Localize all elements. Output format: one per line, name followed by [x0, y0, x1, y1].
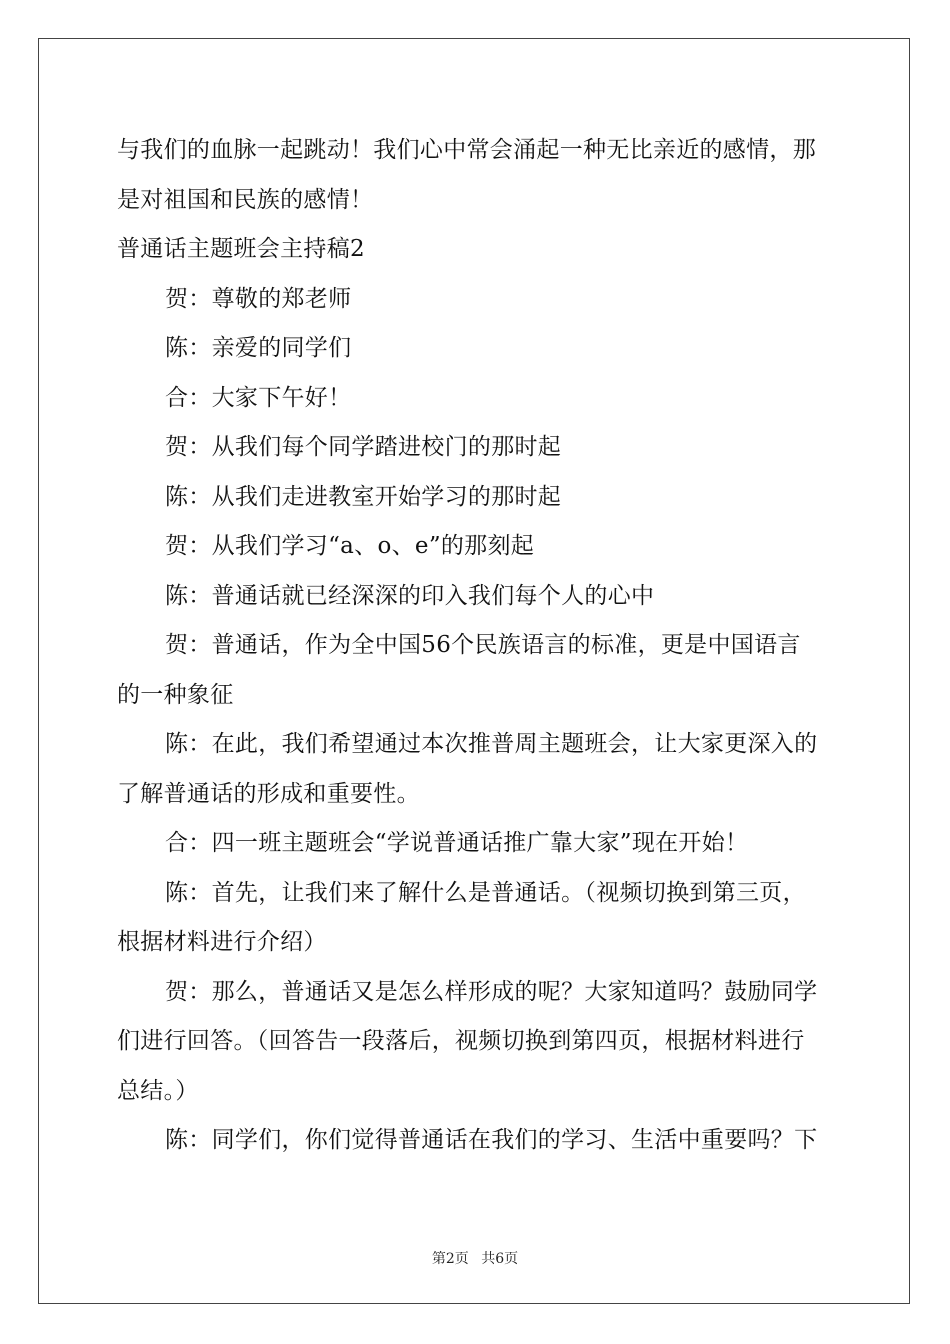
dialogue-line: 贺：从我们每个同学踏进校门的那时起 [165, 434, 562, 460]
dialogue-line: 合：大家下午好！ [165, 384, 352, 411]
dialogue-line: 贺：从我们学习“a、o、e”的那刻起 [165, 533, 535, 559]
page-total: 共6页 [481, 1251, 519, 1267]
text-line: 与我们的血脉一起跳动！我们心中常会涌起一种无比亲近的感情，那 [117, 137, 816, 163]
text-line: 们进行回答。（回答告一段落后，视频切换到第四页，根据材料进行 [117, 1028, 805, 1054]
dialogue-line: 陈：从我们走进教室开始学习的那时起 [165, 483, 562, 510]
document-body [117, 126, 835, 1166]
page-footer [0, 1248, 950, 1268]
section-heading: 普通话主题班会主持稿2 [117, 236, 365, 262]
dialogue-line: 陈：首先，让我们来了解什么是普通话。（视频切换到第三页， [165, 879, 806, 906]
text-line: 了解普通话的形成和重要性。 [117, 780, 420, 807]
text-line: 根据材料进行介绍） [117, 929, 327, 955]
dialogue-line: 陈：同学们，你们觉得普通话在我们的学习、生活中重要吗？下 [165, 1127, 818, 1153]
dialogue-line: 陈：亲爱的同学们 [165, 335, 352, 361]
dialogue-line: 合：四一班主题班会“学说普通话推广靠大家”现在开始！ [165, 830, 749, 856]
dialogue-line: 贺：那么，普通话又是怎么样形成的呢？大家知道吗？鼓励同学 [165, 978, 818, 1005]
dialogue-line: 陈：普通话就已经深深的印入我们每个人的心中 [165, 582, 655, 609]
dialogue-line: 陈：在此，我们希望通过本次推普周主题班会，让大家更深入的 [165, 731, 818, 757]
page-number: 第2页 [431, 1251, 469, 1267]
text-line: 总结。） [117, 1077, 199, 1104]
text-line: 是对祖国和民族的感情！ [117, 186, 374, 213]
dialogue-line: 贺：普通话，作为全中国56个民族语言的标准，更是中国语言 [165, 632, 801, 658]
text-line: 的一种象征 [117, 681, 234, 708]
dialogue-line: 贺：尊敬的郑老师 [165, 285, 352, 312]
